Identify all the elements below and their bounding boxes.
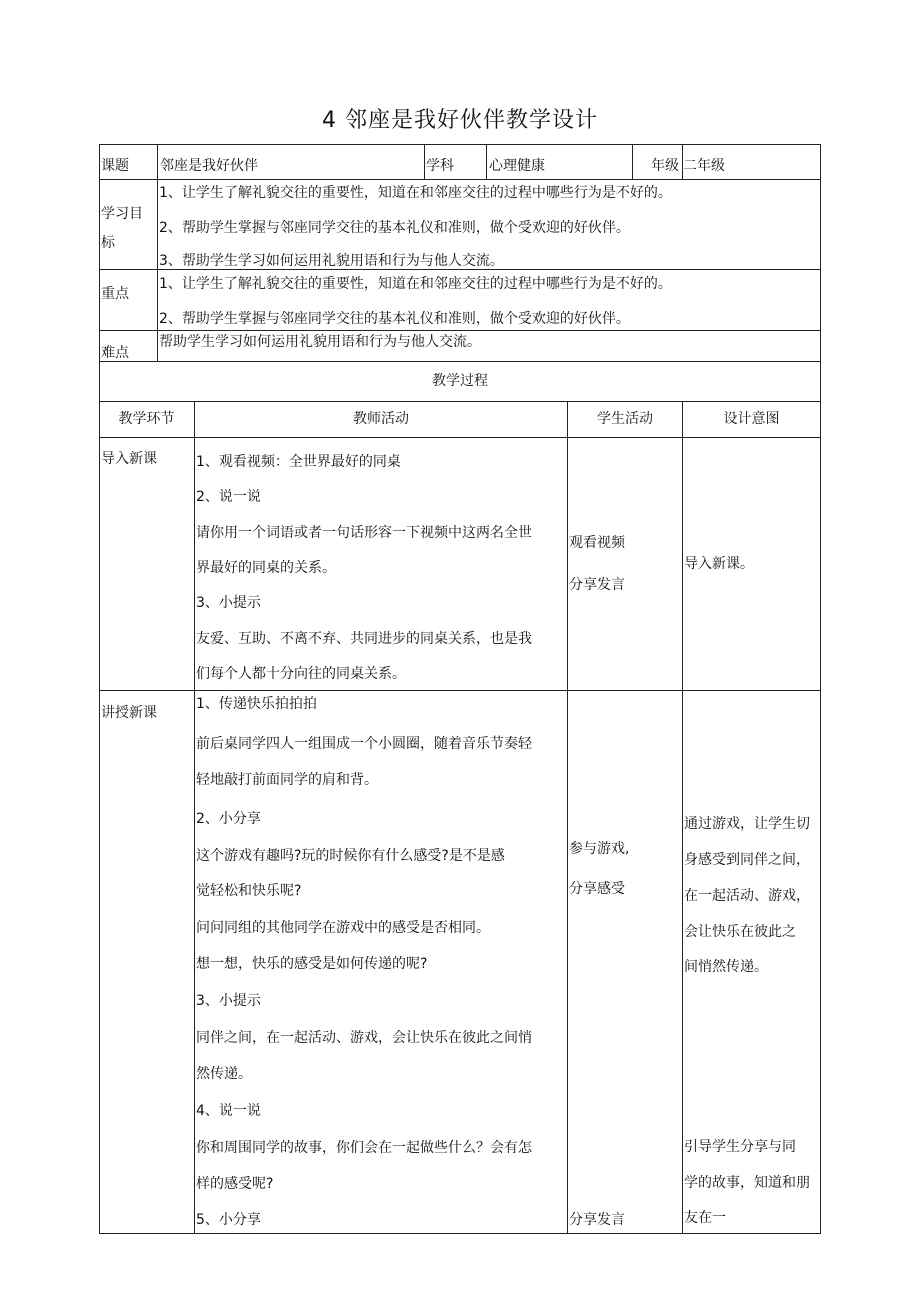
goals-label: 学习目 xyxy=(101,206,143,222)
column-header: 教学环节 xyxy=(118,411,175,427)
row-divider xyxy=(99,437,821,438)
page-title: 4 邻座是我好伙伴教学设计 xyxy=(322,108,598,133)
col-divider xyxy=(486,144,487,179)
stage-label: 导入新课 xyxy=(101,451,157,467)
design-intent: 在一起活动、游戏， xyxy=(684,888,810,904)
teacher-line: 请你用一个词语或者一句话形容一下视频中这两名全世 xyxy=(196,525,532,541)
process-heading: 教学过程 xyxy=(432,373,488,389)
teacher-line: 3、小提示 xyxy=(196,595,261,611)
teacher-line: 觉轻松和快乐呢? xyxy=(196,883,302,899)
teacher-line: 们每个人都十分向往的同桌关系。 xyxy=(196,666,406,682)
column-header: 教师活动 xyxy=(353,411,409,427)
teacher-line: 轻地敲打前面同学的肩和背。 xyxy=(196,772,378,788)
design-intent: 会让快乐在彼此之 xyxy=(684,924,796,940)
student-activity: 分享发言 xyxy=(569,1212,625,1228)
teacher-line: 你和周围同学的故事，你们会在一起做些什么？会有怎 xyxy=(196,1140,532,1156)
teacher-line: 然传递。 xyxy=(196,1066,252,1082)
table-border-top xyxy=(99,144,821,145)
difficulty-label: 难点 xyxy=(101,345,129,361)
col-divider xyxy=(682,401,683,1234)
row-divider xyxy=(99,690,821,691)
goal-item: 2、帮助学生掌握与邻座同学交往的基本礼仪和准则，做个受欢迎的好伙伴。 xyxy=(159,220,630,236)
table-border-bottom xyxy=(99,1233,821,1234)
row-divider xyxy=(99,401,821,402)
design-intent: 身感受到同伴之间， xyxy=(684,852,810,868)
course-value: 邻座是我好伙伴 xyxy=(160,158,258,174)
teacher-line: 这个游戏有趣吗?玩的时候你有什么感受?是不是感 xyxy=(196,848,505,864)
subject-label: 学科 xyxy=(426,158,454,174)
student-activity: 观看视频 xyxy=(569,535,625,551)
row-divider xyxy=(99,361,821,362)
student-activity: 分享感受 xyxy=(569,881,625,897)
stage-label: 讲授新课 xyxy=(101,705,157,721)
teacher-line: 同伴之间，在一起活动、游戏，会让快乐在彼此之间悄 xyxy=(196,1030,532,1046)
teacher-line: 1、传递快乐拍拍拍 xyxy=(196,696,317,712)
col-divider xyxy=(157,144,158,361)
design-intent: 间悄然传递。 xyxy=(684,959,768,975)
col-divider xyxy=(567,401,568,1234)
keypoint-item: 1、让学生了解礼貌交往的重要性，知道在和邻座交往的过程中哪些行为是不好的。 xyxy=(159,276,672,292)
column-header: 设计意图 xyxy=(723,411,780,427)
student-activity: 分享发言 xyxy=(569,577,625,593)
design-intent: 友在一 xyxy=(684,1210,726,1226)
col-divider xyxy=(424,144,425,179)
teacher-line: 2、说一说 xyxy=(196,489,261,505)
subject-value: 心理健康 xyxy=(489,158,545,174)
lesson-plan-table xyxy=(99,144,821,1234)
teacher-line: 样的感受呢? xyxy=(196,1176,274,1192)
goal-item: 3、帮助学生学习如何运用礼貌用语和行为与他人交流。 xyxy=(159,253,504,269)
teacher-line: 4、说一说 xyxy=(196,1103,261,1119)
row-divider xyxy=(99,179,821,180)
teacher-line: 问问同组的其他同学在游戏中的感受是否相同。 xyxy=(196,920,490,936)
teacher-line: 友爱、互助、不离不弃、共同进步的同桌关系，也是我 xyxy=(196,631,532,647)
goals-label-cont: 标 xyxy=(101,235,115,251)
table-border-left xyxy=(99,144,100,1234)
row-divider xyxy=(99,330,821,331)
course-label: 课题 xyxy=(101,158,129,174)
design-intent: 通过游戏，让学生切 xyxy=(684,816,810,832)
col-divider xyxy=(632,144,633,179)
teacher-line: 想一想，快乐的感受是如何传递的呢? xyxy=(196,956,428,972)
student-activity: 参与游戏, xyxy=(569,841,630,857)
goal-item: 1、让学生了解礼貌交往的重要性，知道在和邻座交往的过程中哪些行为是不好的。 xyxy=(159,185,672,201)
grade-value: 二年级 xyxy=(683,158,725,174)
table-border-right xyxy=(820,144,821,1234)
design-intent: 导入新课。 xyxy=(684,556,754,572)
column-header: 学生活动 xyxy=(597,411,653,427)
teacher-line: 5、小分享 xyxy=(196,1212,261,1228)
design-intent: 学的故事，知道和朋 xyxy=(684,1175,810,1191)
keypoints-label: 重点 xyxy=(101,286,129,302)
teacher-line: 3、小提示 xyxy=(196,993,261,1009)
teacher-line: 前后桌同学四人一组围成一个小圆圈，随着音乐节奏轻 xyxy=(196,736,532,752)
col-divider xyxy=(194,401,195,1234)
teacher-line: 2、小分享 xyxy=(196,811,261,827)
teacher-line: 界最好的同桌的关系。 xyxy=(196,560,336,576)
keypoint-item: 2、帮助学生掌握与邻座同学交往的基本礼仪和准则，做个受欢迎的好伙伴。 xyxy=(159,311,630,327)
teacher-line: 1、观看视频：全世界最好的同桌 xyxy=(196,454,401,470)
design-intent: 引导学生分享与同 xyxy=(684,1139,796,1155)
difficulty-text: 帮助学生学习如何运用礼貌用语和行为与他人交流。 xyxy=(159,334,481,350)
grade-label: 年级 xyxy=(651,158,679,174)
